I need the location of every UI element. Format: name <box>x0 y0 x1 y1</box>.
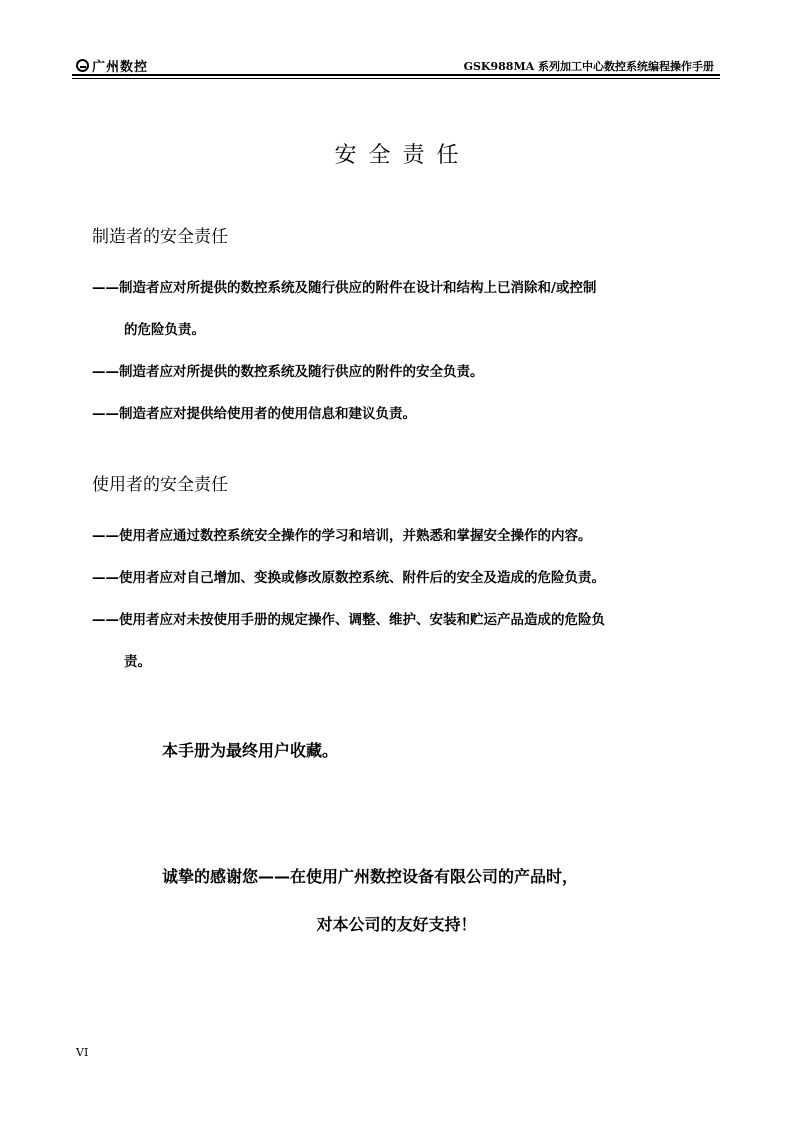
manufacturer-item: ——制造者应对所提供的数控系统及随行供应的附件的安全负责。 <box>92 364 484 380</box>
logo-text: 广州数控 <box>92 59 149 75</box>
company-logo <box>76 56 148 74</box>
manufacturer-item: ——制造者应对提供给使用者的使用信息和建议负责。 <box>92 406 416 422</box>
logo-icon <box>76 59 89 72</box>
manufacturer-heading: 制造者的安全责任 <box>92 227 228 247</box>
notice-text: 本手册为最终用户收藏。 <box>162 741 339 760</box>
user-heading: 使用者的安全责任 <box>92 475 228 495</box>
header-rule-thin <box>72 78 720 79</box>
user-item-continuation: 责。 <box>124 654 151 670</box>
user-item: ——使用者应对自己增加、变换或修改原数控系统、附件后的安全及造成的危险负责。 <box>92 570 605 586</box>
user-item: ——使用者应通过数控系统安全操作的学习和培训，并熟悉和掌握安全操作的内容。 <box>92 528 592 544</box>
header-doc-title: GSK988MA 系列加工中心数控系统编程操作手册 <box>463 60 714 73</box>
user-item: ——使用者应对未按使用手册的规定操作、调整、维护、安装和贮运产品造成的危险负 <box>92 612 605 628</box>
page-number: VI <box>76 1046 89 1059</box>
manufacturer-item: ——制造者应对所提供的数控系统及随行供应的附件在设计和结构上已消除和/或控制 <box>92 280 597 296</box>
thanks-line-1: 诚挚的感谢您——在使用广州数控设备有限公司的产品时， <box>162 867 579 886</box>
thanks-line-2: 对本公司的友好支持！ <box>316 915 477 934</box>
page-title: 安全责任 <box>334 143 471 168</box>
header-rule-thick <box>72 74 720 76</box>
manufacturer-item-continuation: 的危险负责。 <box>124 322 205 338</box>
